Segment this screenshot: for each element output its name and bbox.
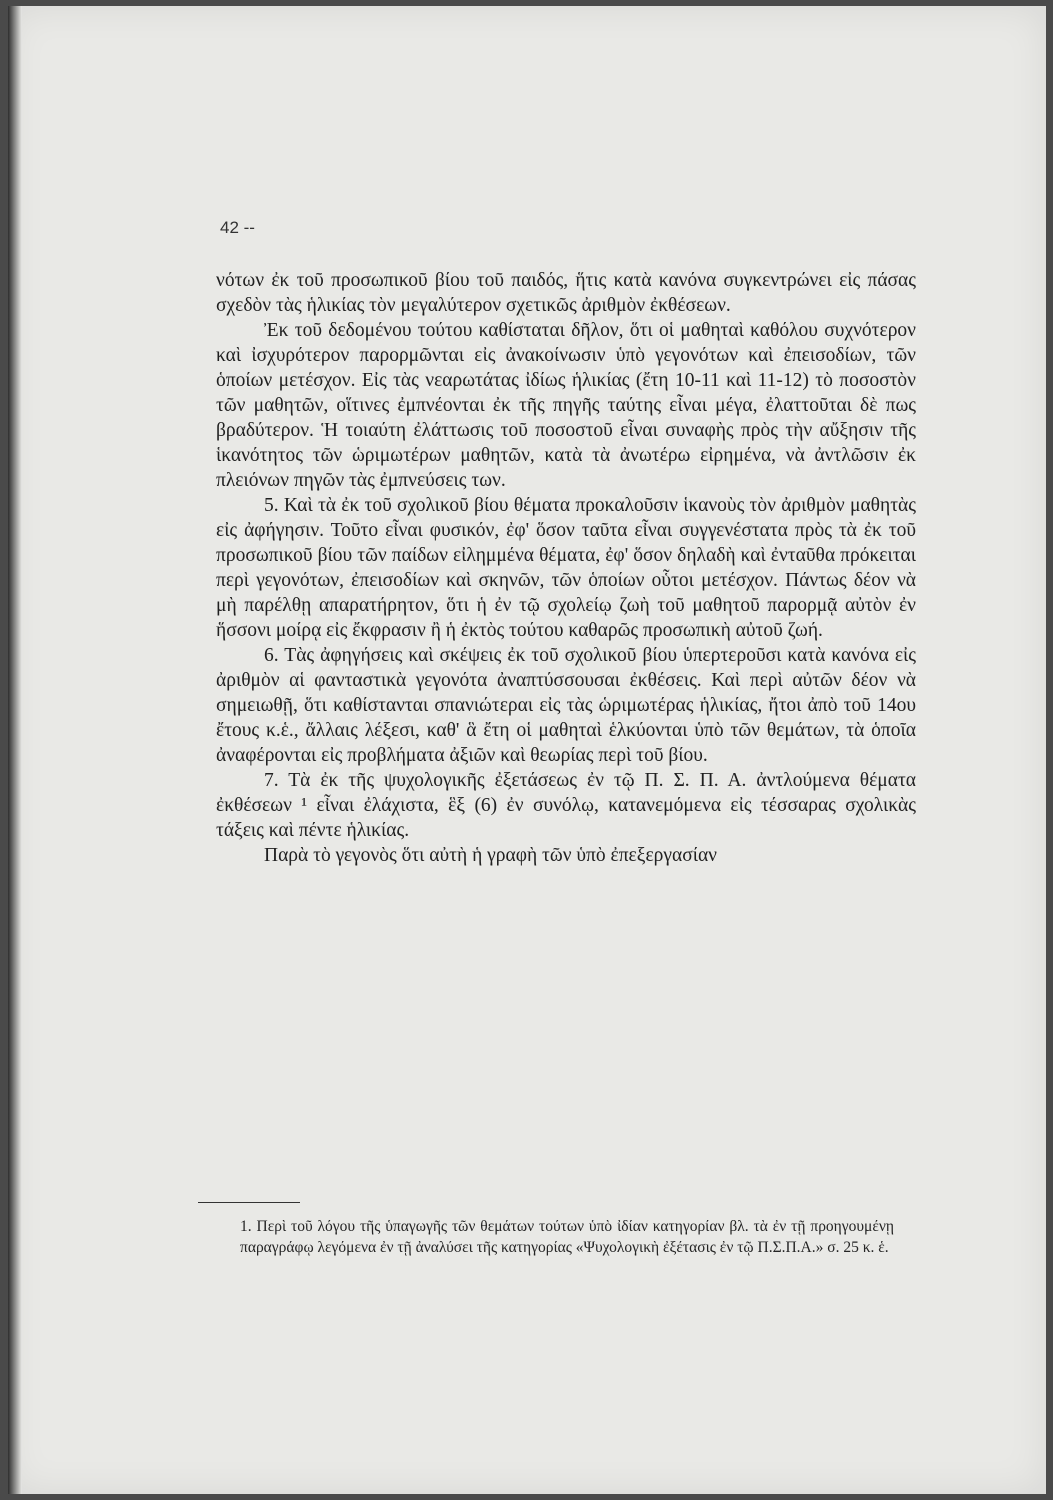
paragraph-3: 5. Καὶ τὰ ἐκ τοῦ σχολικοῦ βίου θέματα προκαλοῦσιν ἱκανοὺς τὸν ἀριθμὸν μαθητὰς εἰς ἀφήγησιν. Τοῦτο εἶναι φυσικόν, ἐφ' ὅσον ταῦτα εἶναι συγγενέστατα πρὸς τὰ ἐκ τοῦ προσωπικοῦ βίου τῶν παίδων εἰλημμένα θέματα, ἐφ' ὅσον δηλαδὴ καὶ ἐνταῦθα πρόκειται περὶ γεγονότων, ἐπεισοδίων καὶ σκηνῶν, τῶν ὁποίων οὗτοι μετέσχον. Πάντως δέον νὰ μὴ παρέλθῃ απαρατήρητον, ὅτι ἡ ἐν τῷ σχολείῳ ζωὴ τοῦ μαθητοῦ παρορμᾷ αὐτὸν ἐν ἥσσονι μοίρᾳ εἰς ἔκφρασιν ἢ ἡ ἐκτὸς τούτου καθαρῶς προσωπικὴ αὐτοῦ ζωή. <box>216 495 916 641</box>
paragraph-4: 6. Τὰς ἀφηγήσεις καὶ σκέψεις ἐκ τοῦ σχολικοῦ βίου ὑπερτεροῦσι κατὰ κανόνα εἰς ἀριθμὸν αἱ φανταστικὰ γεγονότα ἀναπτύσσουσαι ἐκθέσεις. Καὶ περὶ αὐτῶν δέον νὰ σημειωθῇ, ὅτι καθίστανται σπανιώτεραι εἰς τὰς ὡριμωτέρας ἡλικίας, ἤτοι ἀπὸ τοῦ 14ου ἔτους κ.ἑ., ἄλλαις λέξεσι, καθ' ἃ ἔτη οἱ μαθηταὶ ἑλκύονται ὑπὸ τῶν θεμάτων, τὰ ὁποῖα ἀναφέρονται εἰς προβλήματα ἀξιῶν καὶ θεωρίας περὶ τοῦ βίου. <box>216 645 916 766</box>
paragraph-6: Παρὰ τὸ γεγονὸς ὅτι αὐτὴ ἡ γραφὴ τῶν ὑπὸ ἐπεξεργασίαν <box>264 845 717 866</box>
binding-edge <box>8 6 22 1494</box>
page <box>8 6 1046 1494</box>
body-text <box>216 268 916 868</box>
paragraph-1: νότων ἐκ τοῦ προσωπικοῦ βίου τοῦ παιδός, ἥτις κατὰ κανόνα συγκεντρώνει εἰς πάσας σχεδὸν τὰς ἡλικίας τὸν μεγαλύτερον σχετικῶς ἀριθμὸν ἐκθέσεων. <box>216 270 916 316</box>
footnote-divider <box>198 1202 300 1203</box>
footnote-text: 1. Περὶ τοῦ λόγου τῆς ὑπαγωγῆς τῶν θεμάτων τούτων ὑπὸ ἰδίαν κατηγορίαν βλ. τὰ ἐν τῇ προηγουμένῃ παραγράφῳ λεγόμενα ἐν τῇ ἀναλύσει τῆς κατηγορίας «Ψυχολογικὴ ἐξέτασις ἐν τῷ Π.Σ.Π.Α.» σ. 25 κ. ἑ. <box>240 1218 894 1256</box>
page-number: 42 -- <box>220 218 255 237</box>
paragraph-5: 7. Τὰ ἐκ τῆς ψυχολογικῆς ἐξετάσεως ἐν τῷ Π. Σ. Π. Α. ἀντλούμενα θέματα ἐκθέσεων ¹ εἶναι ἐλάχιστα, ἓξ (6) ἐν συνόλῳ, κατανεμόμενα εἰς τέσσαρας σχολικὰς τάξεις καὶ πέντε ἡλικίας. <box>216 770 916 841</box>
footnote <box>194 1216 894 1258</box>
paragraph-2: Ἐκ τοῦ δεδομένου τούτου καθίσταται δῆλον, ὅτι οἱ μαθηταὶ καθόλου συχνότερον καὶ ἰσχυρότερον παρορμῶνται εἰς ἀνακοίνωσιν ὑπὸ γεγονότων καὶ ἐπεισοδίων, τῶν ὁποίων μετέσχον. Εἰς τὰς νεαρωτάτας ἰδίως ἡλικίας (ἔτη 10-11 καὶ 11-12) τὸ ποσοστὸν τῶν μαθητῶν, οἵτινες ἐμπνέονται ἐκ τῆς πηγῆς ταύτης εἶναι μέγα, ἐλαττοῦται δὲ πως βραδύτερον. Ἡ τοιαύτη ἐλάττωσις τοῦ ποσοστοῦ εἶναι συναφὴς πρὸς τὴν αὔξησιν τῆς ἱκανότητος τῶν ὡριμωτέρων μαθητῶν, κατὰ τὰ ἀνωτέρω εἰρημένα, νὰ ἀντλῶσιν ἐκ πλειόνων πηγῶν τὰς ἐμπνεύσεις των. <box>216 320 916 491</box>
